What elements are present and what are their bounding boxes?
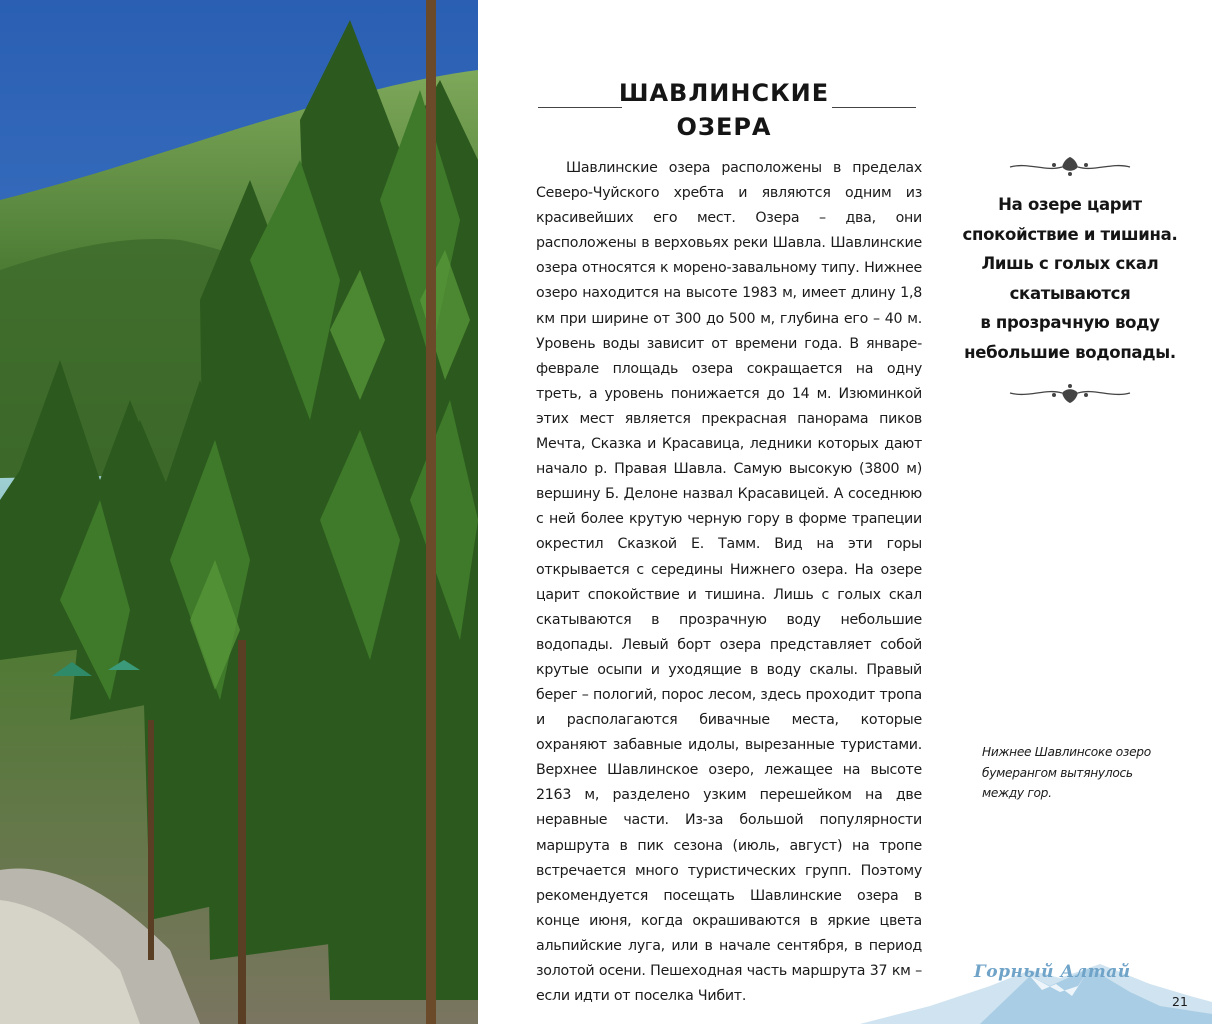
quote-line: скатываются [1009,283,1131,303]
caption-line: бумерангом вытянулось [982,765,1133,780]
forest-illustration [0,0,478,1024]
text-page [478,0,1212,1024]
quote-line: в прозрачную воду [980,313,1160,333]
quote-line: спокойствие и тишина. [962,224,1178,244]
quote-text [956,190,1184,368]
scroll-ornament-icon [1008,156,1132,178]
article-body: Шавлинские озера расположены в пределах Северо-Чуйского хребта и являются одним из красивейших его мест. Озера – два, они расположены в верховьях реки Шавла. Шавлинские озера относятся к морено-завальному типу. Нижнее озеро находится на высоте 1983 м, имеет длину 1,8 км при ширине от 300 до 500 м, глубина его – 40 м. Уровень воды зависит от времени года. В январе-феврале площадь озера сокращается на одну треть, а уровень понижается до 14 м. Изюминкой этих мест является прекрасная панорама пиков Мечта, Сказка и Красавица, ледники которых дают начало р. Правая Шавла. Самую высокую (3800 м) вершину Б. Делоне назвал Красавицей. А соседнюю с ней более крутую черную гору в форме трапеции окрестил Сказкой Е. Тамм. Вид на эти горы открывается с середины Нижнего озера. На озере царит спокойствие и тишина. Лишь с голых скал скатываются в прозрачную воду небольшие водопады. Левый борт озера представляет собой крутые осыпи и уходящие в воду скалы. Правый берег – пологий, порос лесом, здесь проходит тропа и располагаются бивачные места, которые охраняют забавные идолы, вырезанные туристами. Верхнее Шавлинское озеро, лежащее на высоте 2163 м, разделено узким перешейком на две неравные части. Из-за большой популярности маршрута в пик сезона (июль, август) на тропе встречается много туристических групп. Поэтому рекомендуется посещать Шавлинские озера в конце июня, когда окрашиваются в яркие цвета альпийские луга, или в начале сентября, в период золотой осени. Пешеходная часть маршрута 37 км – если идти от поселка Чибит. [536,160,922,1005]
caption-line: между гор. [982,786,1052,800]
scroll-ornament-icon [1008,382,1132,404]
quote-line: Лишь с голых скал [981,254,1159,274]
quote-line: На озере царит [998,195,1142,214]
title-line-1: ШАВЛИНСКИЕ [618,79,830,107]
quote-line: небольшие водопады. [964,342,1176,362]
pull-quote [956,156,1184,404]
caption-line: Нижнее Шавлинсоке озеро [982,745,1151,759]
title-rule-left [538,107,622,108]
lake-forest-photo [0,0,478,1024]
page-number: 21 [1172,994,1188,1009]
brand-logo: Горный Алтай [974,962,1131,982]
photo-caption [982,742,1182,804]
title-rule-right [832,107,916,108]
title-line-2: ОЗЕРА [676,113,772,141]
article-title [534,76,914,144]
